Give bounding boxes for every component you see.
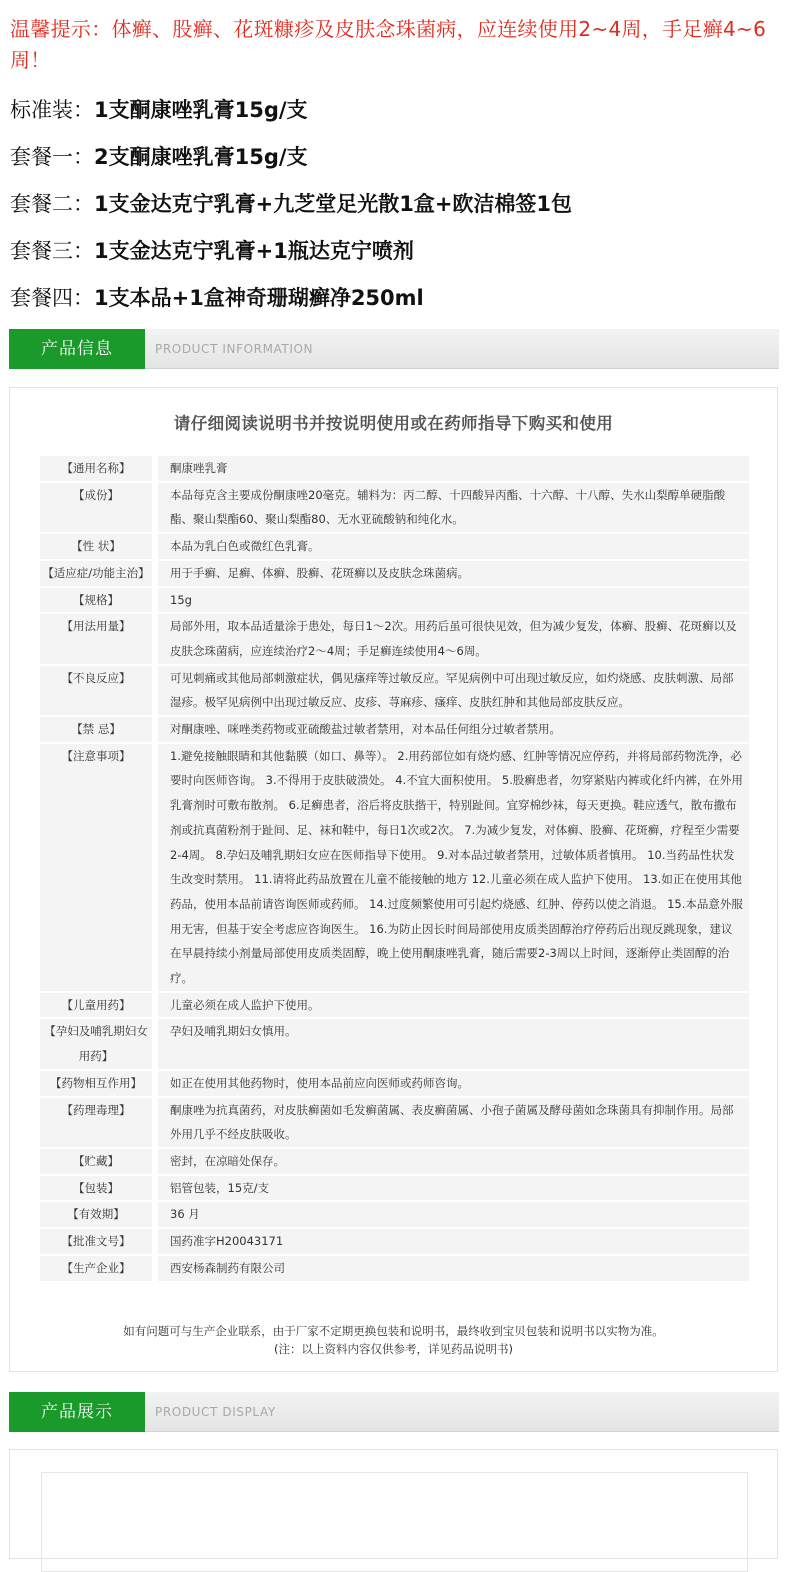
spec-row [40, 561, 749, 586]
spec-value: 铝管包装，15克/支 [170, 1180, 270, 1195]
product-display-header [9, 1392, 779, 1432]
package-content: 1支本品+1盒神奇珊瑚癣净250ml [94, 286, 424, 310]
product-info-title: 产品信息 [9, 329, 145, 369]
package-content: 1支金达克宁乳膏+1瓶达克宁喷剂 [94, 239, 414, 263]
spec-key: 【孕妇及哺乳期妇女用药】 [44, 1024, 148, 1064]
spec-value: 1.避免接触眼睛和其他黏膜（如口、鼻等）。 2.用药部位如有烧灼感、红肿等情况应停药，并将局部药物洗净，必要时向医师咨询。 3.不得用于皮肤破溃处。 4.不宜大面积使用。 5.股癣患者，勿穿紧贴内裤或化纤内裤，在外用乳膏剂时可敷布散剂。 6.足癣患者，浴后将皮肤揩干，特别趾间。宜穿棉纱袜，每天更换。鞋应透气，散布撒布剂或抗真菌粉剂于趾间、足、袜和鞋中，每日1次或2次。 7.为减少复发，对体癣、股癣、花斑癣，疗程至少需要2-4周。 8.孕妇及哺乳期妇女应在医师指导下使用。 9.对本品过敏者禁用，过敏体质者慎用。 10.当药品性状发生改变时禁用。 11.请将此药品放置在儿童不能接触的地方 12.儿童必须在成人监护下使用。 13.如正在使用其他药品，使用本品前请咨询医师或药师。 14.过度频繁使用可引起灼烧感、红肿、停药以使之消退。 15.本品意外服用无害，但基于安全考虑应咨询医生。 16.为防止因长时间局部使用皮质类固醇治疗停药后出现反跳现象，建议在早晨持续小剂量局部使用皮质类固醇，晚上使用酮康唑乳膏，随后需要2-3周以上时间，逐渐停止类固醇的治疗。 [170, 748, 743, 986]
spec-value: 用于手癣、足癣、体癣、股癣、花斑癣以及皮肤念珠菌病。 [170, 565, 469, 580]
spec-key: 【包装】 [73, 1180, 119, 1195]
package-set-3 [10, 233, 780, 280]
spec-row [40, 1019, 749, 1068]
product-image-frame [41, 1472, 748, 1572]
spec-key: 【药理毒理】 [61, 1102, 131, 1117]
spec-row [40, 588, 749, 613]
spec-row [40, 1229, 749, 1254]
spec-row [40, 1256, 749, 1281]
package-label: 套餐三： [10, 239, 94, 263]
spec-row [40, 1149, 749, 1174]
spec-key: 【生产企业】 [61, 1260, 131, 1275]
spec-key: 【适应症/功能主治】 [42, 565, 150, 580]
product-info-subtitle: PRODUCT INFORMATION [155, 342, 314, 356]
spec-table [40, 456, 749, 1283]
package-set-1 [10, 139, 780, 186]
spec-key: 【注意事项】 [61, 748, 131, 763]
package-label: 套餐二： [10, 192, 94, 216]
package-set-4 [10, 280, 780, 327]
info-title: 请仔细阅读说明书并按说明使用或在药师指导下购买和使用 [173, 414, 614, 433]
package-label: 套餐四： [10, 286, 94, 310]
spec-value: 密封，在凉暗处保存。 [170, 1153, 285, 1168]
spec-value: 酮康唑乳膏 [170, 461, 228, 475]
spec-value: 15g [170, 592, 192, 607]
spec-row [40, 993, 749, 1018]
spec-value: 本品每克含主要成份酮康唑20毫克。辅料为：丙二醇、十四酸异丙酯、十六醇、十八醇、失水山梨醇单硬脂酸酯、聚山梨酯60、聚山梨酯80、无水亚硫酸钠和纯化水。 [170, 487, 726, 527]
spec-key: 【批准文号】 [61, 1234, 131, 1249]
package-label: 套餐一： [10, 145, 94, 169]
spec-key: 【有效期】 [67, 1207, 125, 1222]
spec-key: 【通用名称】 [61, 461, 131, 475]
spec-row [40, 534, 749, 559]
spec-row [40, 614, 749, 663]
package-set-2 [10, 186, 780, 233]
product-display-panel [9, 1449, 778, 1559]
spec-value: 酮康唑为抗真菌药，对皮肤癣菌如毛发癣菌属、表皮癣菌属、小孢子菌属及酵母菌如念珠菌具有抑制作用。局部外用几乎不经皮肤吸收。 [170, 1102, 734, 1142]
spec-row [40, 456, 749, 481]
spec-value: 西安杨森制药有限公司 [170, 1260, 285, 1275]
spec-value: 局部外用，取本品适量涂于患处，每日1～2次。用药后虽可很快见效，但为减少复发，体癣、股癣、花斑癣以及皮肤念珠菌病，应连续治疗2～4周；手足癣连续使用4～6周。 [170, 619, 737, 658]
spec-value: 对酮康唑、咪唑类药物或亚硫酸盐过敏者禁用，对本品任何组分过敏者禁用。 [170, 722, 561, 737]
spec-row [40, 1176, 749, 1201]
spec-key: 【性 状】 [71, 539, 121, 554]
spec-value: 孕妇及哺乳期妇女慎用。 [170, 1024, 297, 1039]
spec-row [40, 717, 749, 742]
spec-key: 【儿童用药】 [61, 997, 131, 1012]
spec-row [40, 1071, 749, 1096]
spec-key: 【药物相互作用】 [50, 1075, 142, 1090]
spec-key: 【成份】 [73, 487, 119, 502]
spec-value: 本品为乳白色或微红色乳膏。 [170, 539, 320, 554]
product-display-subtitle: PRODUCT DISPLAY [155, 1405, 276, 1419]
product-info-panel [9, 387, 778, 1372]
spec-key: 【用法用量】 [61, 619, 131, 634]
package-content: 1支酮康唑乳膏15g/支 [94, 98, 308, 122]
spec-value: 可见刺痛或其他局部刺激症状，偶见瘙痒等过敏反应。罕见病例中可出现过敏反应，如灼烧感、皮肤刺激、局部湿疹。极罕见病例中出现过敏反应、皮疹、荨麻疹、瘙痒、皮肤红肿和其他局部皮肤反应。 [170, 670, 734, 710]
package-options [10, 92, 780, 327]
spec-key: 【禁 忌】 [71, 722, 121, 737]
spec-value: 国药准字H20043171 [170, 1234, 284, 1249]
product-info-header [9, 329, 779, 369]
spec-value: 36 月 [170, 1207, 200, 1222]
warm-reminder-notice: 温馨提示：体癣、股癣、花斑糠疹及皮肤念珠菌病，应连续使用2~4周，手足癣4~6周！ [10, 17, 767, 72]
spec-value: 儿童必须在成人监护下使用。 [170, 997, 320, 1012]
product-display-title: 产品展示 [9, 1392, 145, 1432]
package-content: 1支金达克宁乳膏+九芝堂足光散1盒+欧洁棉签1包 [94, 192, 573, 216]
package-standard [10, 92, 780, 139]
spec-key: 【贮藏】 [73, 1153, 119, 1168]
spec-key: 【规格】 [73, 592, 119, 607]
spec-value: 如正在使用其他药物时，使用本品前应向医师或药师咨询。 [170, 1075, 469, 1090]
spec-key: 【不良反应】 [61, 670, 131, 685]
info-footer-line: 如有问题可与生产企业联系，由于厂家不定期更换包装和说明书，最终收到宝贝包装和说明书以实物为准。 [123, 1324, 664, 1338]
info-footer [10, 1322, 777, 1358]
info-footer-note: (注：以上资料内容仅供参考，详见药品说明书) [274, 1342, 513, 1356]
spec-row [40, 1202, 749, 1227]
spec-row [40, 744, 749, 991]
spec-row [40, 483, 749, 532]
spec-row [40, 666, 749, 715]
package-content: 2支酮康唑乳膏15g/支 [94, 145, 308, 169]
package-label: 标准装： [10, 98, 94, 122]
spec-row [40, 1098, 749, 1147]
